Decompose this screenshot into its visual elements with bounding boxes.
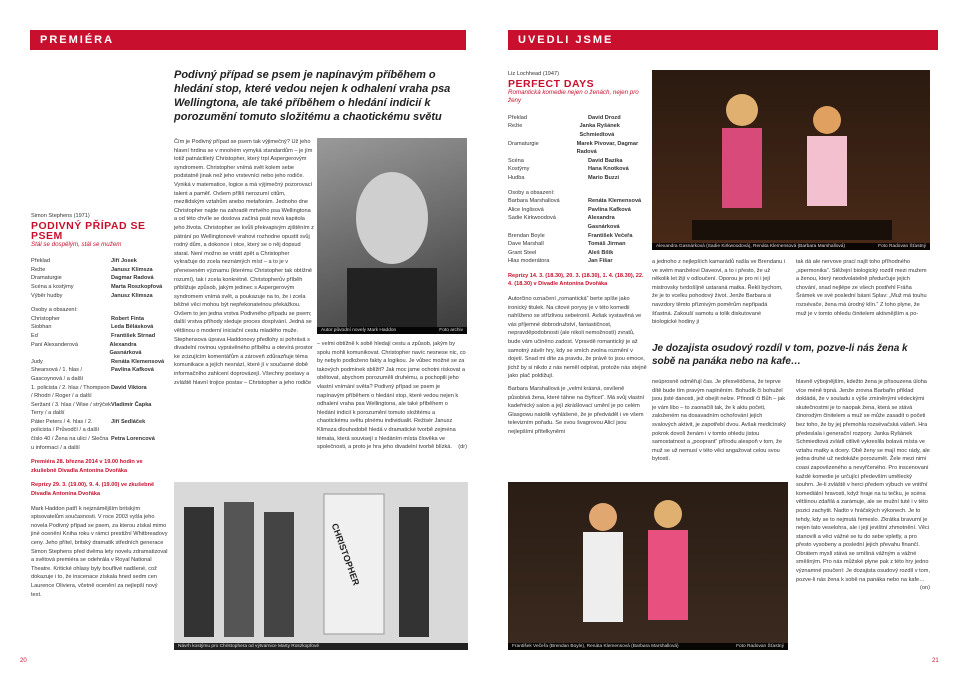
stage-caption-1 — [652, 243, 930, 250]
poster-text: CHRISTOPHER — [329, 522, 362, 587]
section-bar-premiere — [30, 30, 466, 50]
play-title: PODIVNÝ PŘÍPAD SE PSEM — [31, 219, 146, 242]
credit-role: Ed — [31, 332, 38, 339]
credit-role: číslo 40 / Žena na ulici / Slečna u informací / a další — [31, 436, 109, 451]
credit-person: David Drozd — [588, 114, 621, 121]
cast-list — [508, 197, 648, 266]
credit-row — [31, 366, 169, 383]
credit-role: Dramaturgie — [31, 275, 62, 282]
credit-person: Pavlína Kafková — [111, 367, 154, 374]
credit-person: Aleš Bílík — [588, 249, 614, 256]
credit-row — [31, 341, 169, 358]
credit-person: Alexandra Gasnárková — [587, 215, 620, 230]
cast-label: Osoby a obsazení: — [31, 307, 78, 314]
credit-row — [31, 435, 169, 452]
premiere-info: Premiéra 28. března 2014 v 19.00 hodin ve zkušebně Divadla Antonína Dvořáka — [31, 459, 143, 474]
credit-person: David Bazika — [588, 157, 623, 164]
credit-person: Renáta Klemensová — [111, 358, 165, 365]
credit-row — [31, 257, 169, 266]
costume-photo — [174, 482, 468, 650]
stage-photo-2 — [508, 482, 788, 650]
credit-person: Leda Bělásková — [111, 324, 154, 331]
play-title: PERFECT DAYS — [508, 77, 595, 90]
credit-person: Marek Pivovar, Dagmar Radová — [576, 140, 639, 156]
credit-person: Janka Ryšánek Schmiedtová — [579, 123, 620, 138]
crew-list — [508, 114, 648, 183]
credit-person: František Strnad — [111, 332, 156, 339]
page-number-right: 21 — [932, 658, 939, 664]
credit-row — [31, 274, 169, 283]
credit-row — [508, 197, 648, 206]
credit-role: Alice Inglisová — [508, 206, 544, 213]
caption-text: Alexandra Gasnárková (Sadie Kirkwoodová), Renáta Klemensová (Barbara Marshallová) — [656, 244, 846, 249]
stage-illustration-1 — [652, 70, 930, 250]
section-label: UVEDLI JSME — [518, 34, 614, 46]
credit-person: David Viktora — [111, 384, 147, 391]
credit-row — [31, 418, 169, 435]
credit-row — [31, 292, 169, 301]
credit-person: Petra Lorencová — [111, 436, 155, 443]
perfect-text-2: Barbara Marshallová je „velmi krásná, osvíleně působivá žena, které táhne na čtyřicet“. Má svůj vlastní kadeřnický salon a její zkrášlovací umění je po celém Glasgowu natolik vyhlášené, že je předváděl i ve všem televizním pořadu. Se svou švagrovou Alicí jsou nejlepšími přítelkyněmi — [508, 386, 645, 435]
credit-role: Dramaturgie — [508, 140, 539, 147]
costume-illustration — [174, 482, 468, 650]
credit-row — [508, 122, 648, 139]
credit-row — [31, 384, 169, 401]
credit-row — [508, 114, 648, 123]
credit-person: Alexandra Gasnárková — [109, 341, 142, 357]
perfect-text-3-block — [652, 258, 787, 327]
credit-person: Mario Buzzi — [588, 174, 620, 181]
credit-person: František Večeřa — [588, 232, 633, 239]
credit-person: Vladimír Čapka — [111, 401, 152, 408]
caption-credit: Foto Radovan Šťastný — [736, 644, 784, 649]
credit-role: 1. policista / 2. hlas / Thompson / Rhodri / Roger / a další — [31, 384, 110, 400]
credit-person: Hana Knotková — [588, 166, 629, 173]
credit-row — [31, 266, 169, 275]
stage-photo-1 — [652, 70, 930, 250]
cast-list — [31, 315, 169, 453]
credit-row — [508, 140, 648, 157]
credit-row — [508, 257, 648, 266]
credit-person: Janusz Klimsza — [111, 292, 153, 299]
caption-text: František Večeřa (Brendan Boyle), Renáta Klemensová (Barbara Marshallová) — [512, 644, 679, 649]
credit-person: Robert Finta — [111, 315, 144, 322]
credit-person: Jiří Josek — [111, 258, 137, 265]
author-line: Simon Stephens (1971) — [31, 213, 90, 219]
credit-person: Jan Fišar — [588, 258, 613, 265]
perfect-text-6: hlavně výbojnějším, kdežto žena je přisouzena úloha více méně trpná. Jenže zrovna Barbařin příklad dokládá, že v souladu s výše zmíněnými vědeckými skutečnostmi je to naopak žena, která se stává činorodým činitelem a muž se může zasadit o početi bez toho, že by jej přemohla rozsévačská vášeň. Hra předeslala i generační rozpory. Janka Ryšánek Schmiedtová zvládl citlivě vykreslila bolavá místa ve vztahu matky a dcery. Obě ženy se mají moc rády, ale jedna druhé už nedokáže porozumět. Žele mezi nimi coasi zapovězeného a nevyřčeného. Pro inscenovaní každé komedie je určující především umělecký souhrn. Je-li zvláště v herci předem výbuch ve vnitřní komediální hravosti, když hraje na tu tečku, je scéna většinou zdařilá a zarámuje, ale se mužní tuté i v této pozici zachytit. Nadto v hráčských výkonech. Je to tehdy, kdy se to nejmutá řemeslo. Zkrátka bravurní je nejen tato veselohra, ale i její jevištní zhmotnění. Věci stanovili a věci vážné se tu do sebe vpletly, a pro přesto vysobeny a poslední jejich převahu finančí. Obrátem myslí stává se smíšná vážným a vážné směšným. Pro nás můžské plyne pak z této hry jedno významné poučení: Je dozajista osudový rozdíl v tom, pozve-li nás žena k sobě na panáka nebo na kafe… — [796, 379, 930, 583]
credit-role: Dave Marshall — [508, 241, 544, 248]
perfect-text-1: Autorčino označení „romantická“ berte spíše jako ironický titulek. Na citové porysy je v této komedii nahlíženo se střízlivou sebeironií. Avšak vystavěná ve vás příjemné dobrodružství, fantastičnost, nepravděpodobnosti (ale nikoli nemožností) zvratů, bude vám učiněno zadost. Vpravdě romantický je až samotný závěr hry, kdy se smích zvolna rozmění v dojetí. Snad mi díte za pravdu, že právě to jsou emoce, jichž by si nikdo z nás neměl odpírat, protože nás stejně jako plač poldižují. — [508, 296, 647, 380]
credit-role: Barbara Marshallová — [508, 198, 560, 205]
credit-row — [31, 283, 169, 292]
play-subtitle: Romantická komedie nejen o ženách, nejen pro ženy — [508, 88, 639, 105]
credits-column — [31, 212, 169, 599]
credit-person: Renáta Klemensová — [588, 198, 642, 205]
perfect-text-5: neúprosně odměřují čas. Je přesvědčena, že teprve dítě bude tím pravým naplněním. Bohudík či bohužel jsou jisté danosti, jež obejít nelze. Přinodí či Bůh – jak je vám libo – to zaonačili tak, že k aktu početi, založeném na dosavadním ochořování jejich svalových aktivit, je zapotřebí dvou. Avšak medicínský pokrok dovolí ženám i v tomto ohledu jistou samostatnost a „pooprant“ přírodu alespoň v tom, že muž se už nemusí v této věci angažovat celou svou bytostí. — [652, 379, 786, 463]
credit-role: Siobhan — [31, 324, 52, 331]
credit-role: Kostýmy — [508, 166, 530, 173]
stage-illustration-2 — [508, 482, 788, 650]
portrait-photo — [317, 138, 467, 334]
credit-role: Výběr hudby — [31, 292, 63, 299]
signature: (dr) — [458, 444, 467, 451]
caption-credit: Foto Radovan Šťastný — [878, 244, 926, 249]
credit-row — [31, 358, 169, 367]
credit-row — [508, 157, 648, 166]
credit-row — [508, 165, 648, 174]
credit-row — [508, 240, 648, 249]
costume-caption — [174, 643, 468, 650]
credit-row — [508, 214, 648, 231]
credit-row — [508, 232, 648, 241]
credit-role: Grant Steel — [508, 249, 537, 256]
signature: (on) — [920, 585, 930, 592]
crew-list — [31, 257, 169, 300]
caption-text: Autor původní novely Mark Haddon — [321, 328, 397, 333]
credit-role: Shearsová / 1. hlas / Gascoynová / a další — [31, 367, 84, 382]
caption-credit: Foto archiv — [439, 328, 463, 333]
play-subtitle: Stál se dospělým, stál se mužem — [31, 240, 122, 248]
credit-role: Scéna a kostýmy — [31, 283, 74, 290]
credit-person: Tomáš Jirman — [588, 241, 626, 248]
page-number-left: 20 — [20, 658, 27, 664]
credit-role: Překlad — [508, 114, 527, 121]
credit-role: Brendan Boyle — [508, 232, 545, 239]
credit-row — [31, 401, 169, 418]
author-line: Liz Lochhead (1947) — [508, 71, 560, 77]
credit-row — [508, 174, 648, 183]
perfect-text-4: tak dá ale nervove prací najít toho příhodného „spermonika“. Stěžejní biologický rozdíl mezi mužem a ženou, který neodvolatelně předurčuje jejich chování, snad nejlépe ze všech postřehl Fráňa Šrámek ve své poslední básni Splav: „Muž má touhu rozsévače, žena má úrodný klín.“ Z toho plyne, že muž je v tomto ohledu činitelem aktivnějším a po- — [796, 259, 927, 317]
credit-role: Hlas moderátora — [508, 258, 550, 265]
credit-person: Jiří Sedláček — [111, 418, 146, 425]
reprizy-info: Reprízy 29. 3. (19.00), 9. 4. (19.00) ve zkušebně Divadla Antonína Dvořáka — [31, 482, 155, 498]
cast-label: Osoby a obsazení: — [508, 189, 555, 196]
stage-caption-2 — [508, 643, 788, 650]
caption-text: Návrh kostýmu pro Christophera od výtvarnice Marty Roszkopfové — [178, 644, 320, 649]
credit-role: Páter Peters / 4. hlas / 2. policista / Průvodčí / a další — [31, 418, 100, 434]
credit-row — [31, 332, 169, 341]
bio-text: Mark Haddon patří k nejznámějším britským spisovatelům současnosti. V roce 2003 vyšla jeho novela Podivný případ se psem, za kterou získal mimo jiné ocenění Kniha roku v rámci prestižní Whitbreadovy ceny. Jeho přítel, britský dramatik středních generace Simon Stephens před dvěma lety novelu zdramatizoval a světová premiéra se odehrála v Royal National Theatre. Kritické ohlasy byly bouřlivé nadšené, což dokazuje i to, že inscenace získala hned sedm cen Laurence Oliviera, včetně ocenění za nejlepší nový text. — [31, 505, 168, 598]
credit-role: Christopher — [31, 315, 60, 322]
perfect-text-3: a jednoho z nejlepších kamarádů našla ve Brendanu i ve svém manželovi Daveovi, a to i přesto, že už několik let žijí v odloučení. Oporou je pro ni i její mistrovsky tvrdošíjně ustaraná matka. Řekli bychom, že je to vcelku pohodový život. Jenže Barbara si navzdory těmto příznivým poměrům nepřipadá šťastná. Zakouší samotu a tolik diskutované biologické hodiny ji — [652, 259, 786, 326]
article-column-2 — [317, 340, 467, 452]
perfect-text-4-block — [796, 258, 930, 318]
credit-role: Scéna — [508, 157, 524, 164]
credit-role: Sadie Kirkwoodová — [508, 215, 556, 222]
credit-person: Janusz Klimsza — [111, 266, 153, 273]
article-heading: Podivný případ se psem je napínavým příběhem o hledání stop, které vedou nejen k odhalení vraha psa Wellingtona, ale také příběhem o hledání indicií k porozumění tomuto složitému a chaotickému světu — [174, 69, 451, 123]
section-bar-uvedli — [508, 30, 938, 50]
credit-person: Marta Roszkopfová — [111, 283, 163, 290]
credit-role: Režie — [508, 123, 523, 130]
credit-role: Hudba — [508, 174, 525, 181]
article-text: – velmi obtížně k sobě hledají cestu a způsob, jakým by spolu mohli komunikovat. Christopher navíc nesnese nic, co by nebylo podloženo fakty a logikou. Je vůbec možné se za takových podmínek sblížit? Jak moc jsme ochotni riskovat a obětovat, abychom porozuměli druhému, a pochopili jeho vlastní vnímání světa? Podivný případ se psem je napínavým příběhem o hledání stop, které vedou nejen k odhalení vraha psa Wellingtona, ale také příběhem o hledání indicií k porozumění tomuto složitému a chaotickému světu plnému individualit. Režisér Janusz Klimsza dlouhodobě hledá v dramatické tvorbě zejména témata, která souvisejí s hledáním místa člověka ve společnosti, a proto je hra jeho divadelní tvorbě blízká. — [317, 341, 466, 451]
reprizy-info: Reprízy 14. 3. (18.30), 20. 3. (18.30), 1. 4. (18.30), 22. 4. (18.30) v Divadle Antonína Dvořáka — [508, 272, 644, 288]
credit-person: Dagmar Radová — [111, 275, 154, 282]
perfect-text-5-block — [652, 378, 787, 464]
portrait-illustration — [317, 138, 467, 334]
credit-role: Překlad — [31, 258, 50, 265]
credit-role: Paní Alexanderová — [31, 341, 78, 348]
article-column-1: Čím je Podivný případ se psem tak výjimečný? Už jeho hlavní hrdina se v mnohém vymyká standardům – je jím totiž patnáctiletý Christopher, který trpí Aspergerovým syndromem. Christopher vnímá svět kolem sebe podstatně jinak než jeho vrstevníci nebo jeho rodiče. Vyniká v matematice, logice a má výjimečný pozorovací talent a paměť. Ovšem příliš nerozumí citům, mezilidským vztahům anebo metaforám. Jednoho dne Christopher najde na zahradě mrtvého psa Wellingtona a od této chvíle se doslova začíná psát nová kapitola jeho života. Christopher se kvůli překvapivým zjištěním z pátrání po Wellingtonově vrahovi rozhodne opustit svůj rodný dům, a dokonce i otce, který se o něj dopsud staral. Není možno se vrátit zpět a Christopher vykračuje do zcela neznámých míst – a to je v přeneseném významu (kterému Christopher tak obtížně rozumí), tak i zcela konkrétně. Christopherův příběh přibližuje způsob, jakým jedinec s Aspergerovým syndromem vnímá svět, a poukazuje na to, že i zcela běžné věci mohou být nepřekonatelnou překážkou. Ovšem to jen jedna vrstva Podivného případu se psem; další vrstva příhody sleduje proces dospívání. Jedná se většinou o moderní iniciační cestu mladého muže. Stephensova úprava Haddonovy předlohy si pohrává s divadelní rovinou vyprávěného příběhu a otevírá prostor ke zcizujícím komentářům a zároveň zdůrazňuje téma komunikace a jejích nesnází, které jí v současné době informačního zahlcení doprovázejí. Všechny postavy a zvláště hlavní trojice postav – Christopher a jeho rodiče — [174, 139, 314, 386]
section-label: PREMIÉRA — [40, 34, 115, 46]
credit-role: Režie — [31, 266, 46, 273]
perfect-credits — [508, 70, 648, 437]
perfect-text-6-block — [796, 378, 930, 650]
credit-row — [31, 323, 169, 332]
credit-role: Judy — [31, 358, 43, 365]
credit-person: Pavlína Kafková — [588, 206, 631, 213]
credit-row — [508, 206, 648, 215]
credit-row — [508, 249, 648, 258]
credit-role: Seržant / 3. hlas / Wise / strýček Terry / a další — [31, 401, 111, 417]
portrait-caption — [317, 327, 467, 334]
credit-row — [31, 315, 169, 324]
pull-quote: Je dozajista osudový rozdíl v tom, pozve-li nás žena k sobě na panáka nebo na kafe… — [652, 343, 908, 367]
